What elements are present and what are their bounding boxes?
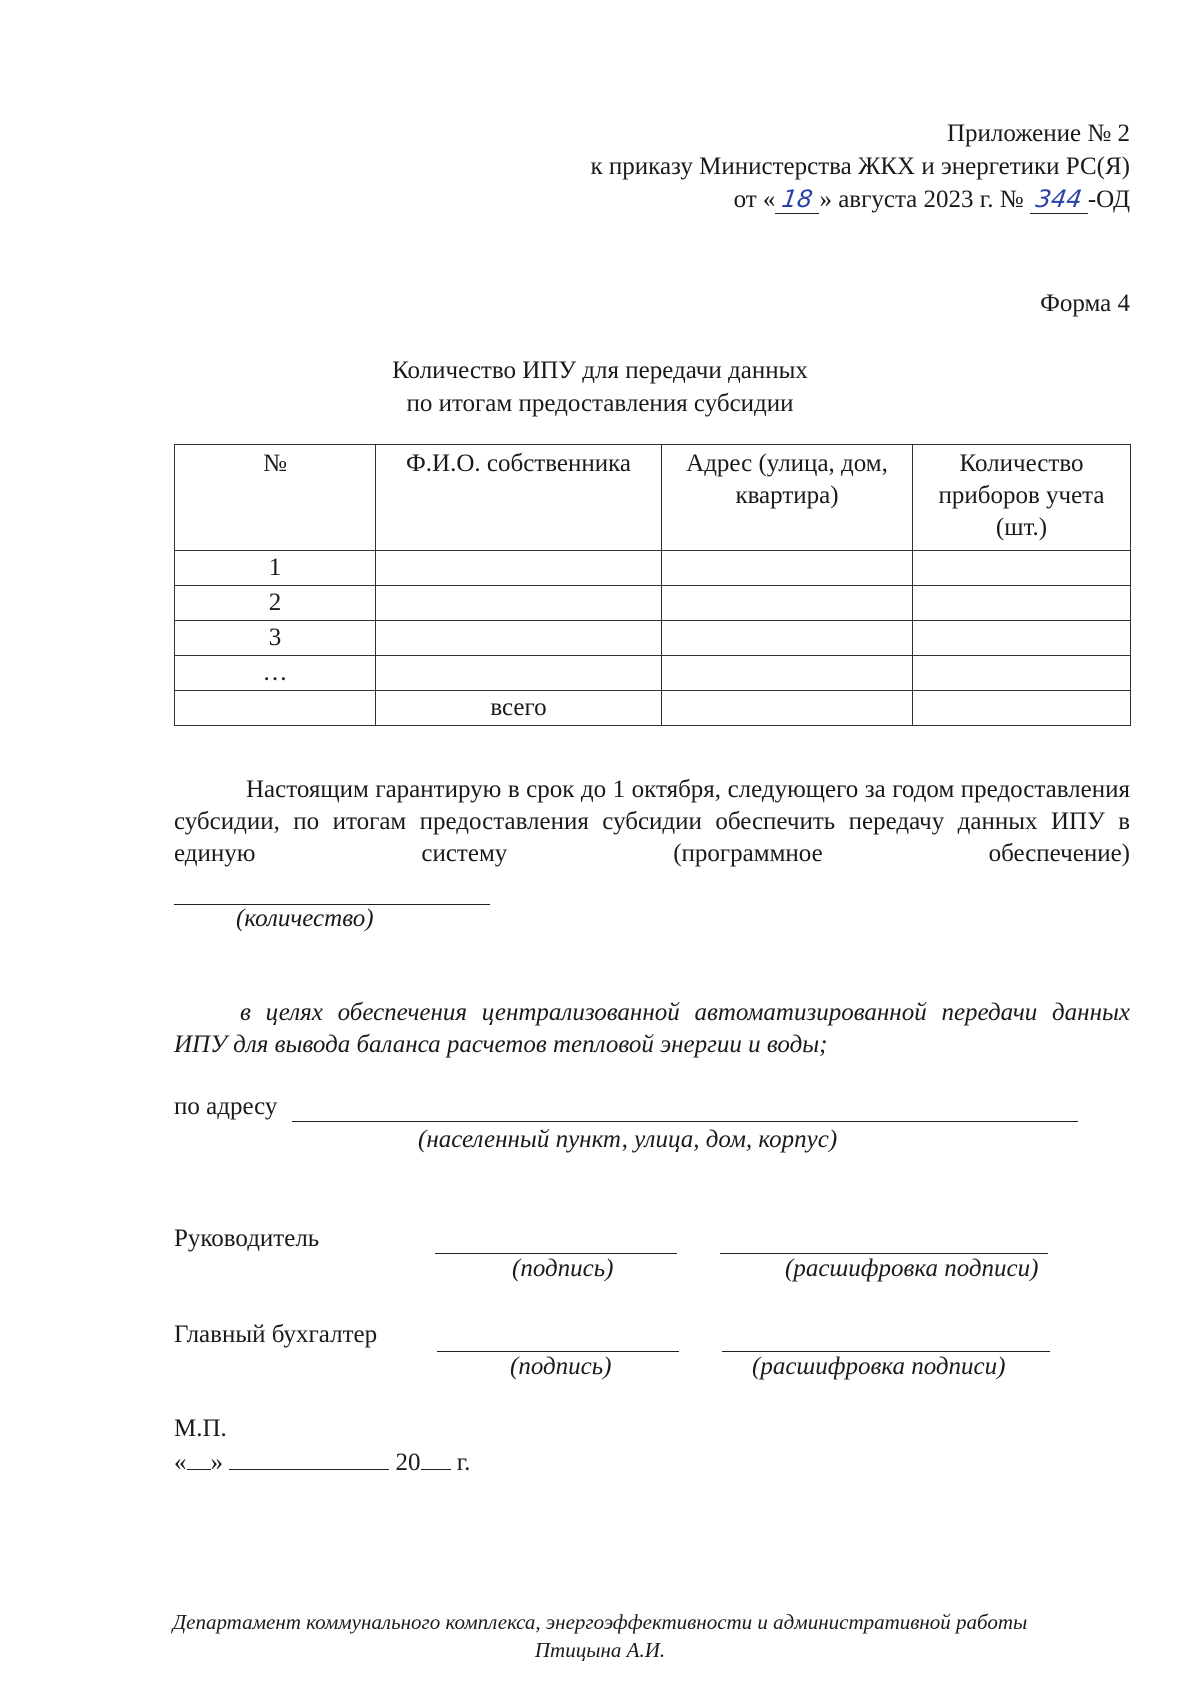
address-blank-line — [292, 1121, 1078, 1122]
appendix-line2: к приказу Министерства ЖКХ и энергетики РС(Я) — [590, 153, 1130, 180]
table-cell — [662, 551, 913, 586]
table-cell — [913, 621, 1131, 656]
table-cell: 1 — [175, 551, 376, 586]
table-cell: 2 — [175, 586, 376, 621]
seal-label: М.П. — [174, 1415, 227, 1442]
address-label: по адресу — [174, 1093, 278, 1120]
table-cell — [913, 586, 1131, 621]
head-decode-caption: (расшифровка подписи) — [785, 1255, 1039, 1282]
title-line1: Количество ИПУ для передачи данных — [392, 357, 808, 384]
appendix-line1: Приложение № 2 — [946, 120, 1130, 147]
accountant-decode-line — [722, 1351, 1050, 1352]
table-cell — [662, 656, 913, 691]
footer-author: Птицына А.И. — [534, 1638, 666, 1662]
date-line — [174, 1449, 470, 1477]
date-close-quote: » — [210, 1449, 223, 1476]
total-label-cell: всего — [376, 691, 662, 726]
title-line2: по итогам предоставления субсидии — [406, 390, 794, 417]
day-blank — [187, 1449, 211, 1470]
head-signature-caption: (подпись) — [512, 1255, 614, 1282]
appendix-date-line — [480, 183, 1130, 216]
table-cell — [175, 691, 376, 726]
table-cell — [913, 691, 1131, 726]
year-suffix: г. — [456, 1449, 471, 1476]
date-prefix: от « — [733, 186, 776, 213]
head-decode-line — [720, 1253, 1048, 1254]
table-cell — [376, 621, 662, 656]
head-signature-line — [435, 1253, 677, 1254]
table-cell — [662, 691, 913, 726]
table-cell — [913, 656, 1131, 691]
table-cell — [662, 586, 913, 621]
year-blank — [421, 1449, 451, 1470]
date-open-quote: « — [174, 1449, 187, 1476]
address-caption: (населенный пункт, улица, дом, корпус) — [418, 1126, 838, 1153]
accountant-signature-caption: (подпись) — [510, 1353, 612, 1380]
table-header-row — [175, 445, 1131, 551]
table-total-row — [175, 691, 1131, 726]
table-cell — [913, 551, 1131, 586]
document-title — [200, 354, 1000, 420]
col-header-number: № — [175, 445, 376, 551]
footer-department: Департамент коммунального комплекса, энергоэффективности и административной работы — [172, 1610, 1028, 1634]
col-header-address: Адрес (улица, дом, квартира) — [662, 445, 913, 551]
table-cell — [376, 586, 662, 621]
table-cell — [376, 551, 662, 586]
form-label: Форма 4 — [1040, 290, 1130, 317]
month-blank — [229, 1449, 389, 1470]
year-prefix: 20 — [395, 1449, 421, 1476]
table-cell: … — [175, 656, 376, 691]
order-day — [775, 186, 819, 214]
table-row — [175, 621, 1131, 656]
table-cell: 3 — [175, 621, 376, 656]
order-day-handwritten: 18 — [780, 185, 815, 213]
table-row — [175, 586, 1131, 621]
footer — [150, 1608, 1050, 1664]
accountant-label: Главный бухгалтер — [174, 1321, 378, 1348]
order-suffix: -ОД — [1087, 186, 1130, 213]
quantity-caption: (количество) — [236, 905, 374, 932]
col-header-owner: Ф.И.О. собственника — [376, 445, 662, 551]
guarantee-paragraph: Настоящим гарантирую в срок до 1 октября, следующего за годом предоставления субсидии, по итогам предоставления субсидии обеспечить передачу данных ИПУ в единую систему (программное обеспечение) — [174, 776, 1130, 867]
date-mid: » августа 2023 г. № — [819, 186, 1024, 213]
appendix-header — [480, 117, 1130, 216]
order-number-handwritten: 344 — [1033, 185, 1084, 213]
accountant-decode-caption: (расшифровка подписи) — [752, 1353, 1006, 1380]
table-row — [175, 656, 1131, 691]
ipu-table — [174, 444, 1131, 726]
table-cell — [376, 656, 662, 691]
table-cell — [662, 621, 913, 656]
purpose-paragraph: в целях обеспечения централизованной автоматизированной передачи данных ИПУ для вывода баланса расчетов тепловой энергии и воды; — [174, 999, 1130, 1058]
table-row — [175, 551, 1131, 586]
head-label: Руководитель — [174, 1225, 320, 1252]
col-header-meter-count: Количество приборов учета (шт.) — [913, 445, 1131, 551]
order-number — [1030, 186, 1088, 214]
accountant-signature-line — [437, 1351, 679, 1352]
